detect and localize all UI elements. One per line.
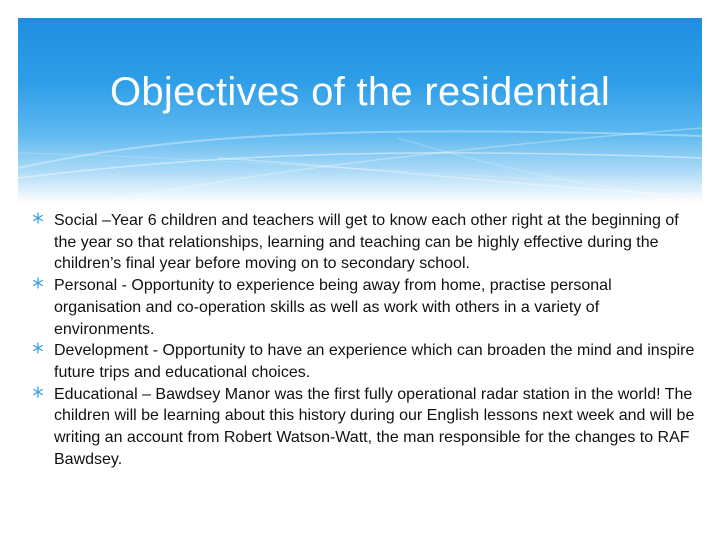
asterisk-icon (31, 211, 45, 225)
bullet-text: Personal - Opportunity to experience being away from home, practise personal organisation and co-operation skills as well as work with others in a variety of environments. (54, 277, 612, 338)
bullet-text: Educational – Bawdsey Manor was the first fully operational radar station in the world! The children will be learning about this history during our English lessons next week and will be writing an account from Robert Watson-Watt, the man responsible for the changes to RAF Bawdsey. (54, 385, 695, 468)
bullet-text: Social –Year 6 children and teachers will get to know each other right at the beginning of the year so that relationships, learning and teaching can be highly effective during the children’s final year before moving on to secondary school. (54, 212, 679, 273)
list-item (30, 384, 700, 471)
objectives-list (30, 210, 700, 470)
list-item (30, 340, 700, 383)
list-item (30, 275, 700, 340)
title-banner (18, 18, 702, 203)
bullet-text: Development - Opportunity to have an experience which can broaden the mind and inspire future trips and educational choices. (54, 342, 695, 381)
asterisk-icon (31, 276, 45, 290)
list-item (30, 210, 700, 275)
asterisk-icon (31, 385, 45, 399)
asterisk-icon (31, 341, 45, 355)
slide-title: Objectives of the residential (109, 70, 611, 114)
